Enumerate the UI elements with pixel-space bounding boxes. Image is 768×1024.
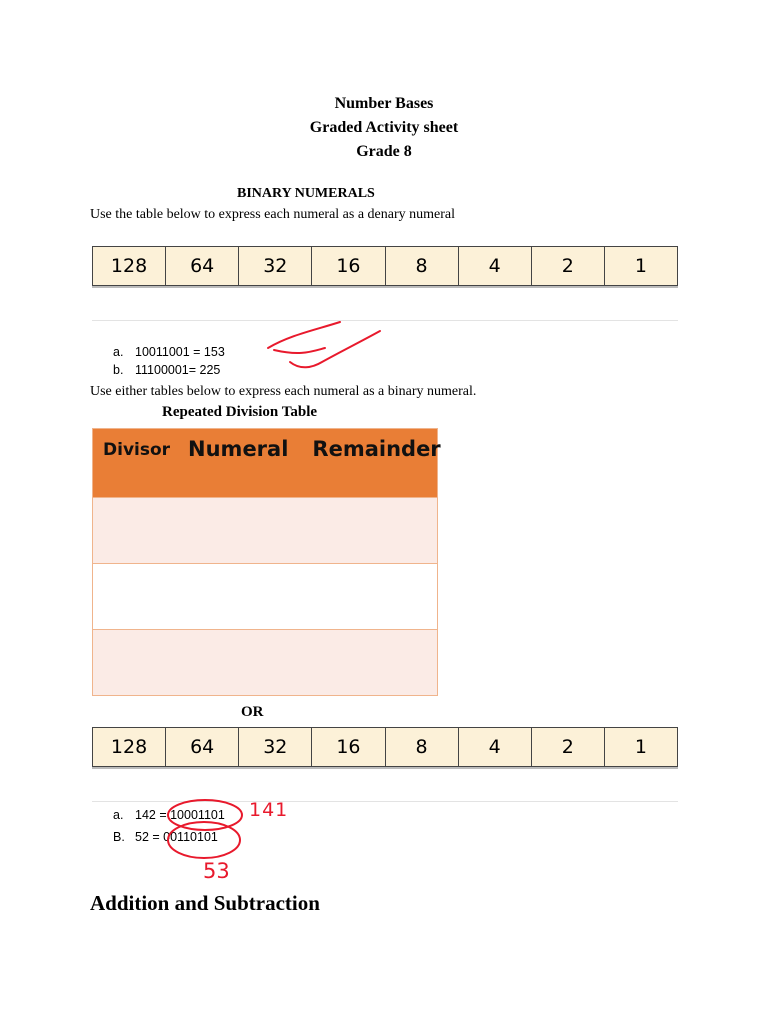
place-value-cell: 1 <box>634 736 647 758</box>
division-table-row <box>93 629 437 695</box>
divider <box>92 320 678 321</box>
instruction-denary: Use the table below to express each numeral as a denary numeral <box>90 207 456 222</box>
correction-note-53: 53 <box>203 859 230 883</box>
place-value-table-1 <box>92 246 678 286</box>
place-value-cell: 128 <box>93 728 166 766</box>
place-value-cell: 1 <box>634 255 647 277</box>
tick-mark-icon <box>274 348 325 353</box>
place-value-cell: 64 <box>166 247 239 285</box>
tick-mark-icon <box>268 322 340 348</box>
division-table-caption: Repeated Division Table <box>162 404 318 420</box>
answer-value: 10001101 <box>170 808 225 822</box>
conversion-item-b <box>113 830 218 844</box>
header-divisor: Divisor <box>103 440 171 460</box>
header-remainder: Remainder <box>312 437 441 461</box>
answer-lhs: 142 = <box>135 808 171 822</box>
place-value-table-2 <box>92 727 678 767</box>
header-numeral: Numeral <box>188 437 289 461</box>
place-value-cell: 16 <box>312 247 385 285</box>
place-value-cell: 16 <box>312 728 385 766</box>
title-line-2: Graded Activity sheet <box>309 119 459 136</box>
place-value-cell: 2 <box>532 247 605 285</box>
title-line-1: Number Bases <box>334 95 434 112</box>
place-value-cell: 8 <box>386 728 459 766</box>
correction-note-141: 141 <box>249 799 289 821</box>
section-heading-binary: BINARY NUMERALS <box>237 186 375 201</box>
instruction-binary: Use either tables below to express each numeral as a binary numeral. <box>90 384 477 399</box>
section-heading-addition: Addition and Subtraction <box>90 891 320 915</box>
conversion-item-a <box>113 808 225 822</box>
place-value-cell: 32 <box>239 247 312 285</box>
place-value-cell: 2 <box>532 728 605 766</box>
division-table-row <box>93 497 437 563</box>
place-value-cell: 4 <box>459 247 532 285</box>
or-label: OR <box>241 704 264 720</box>
place-value-cell: 64 <box>166 728 239 766</box>
list-marker: b. <box>113 363 124 377</box>
divider <box>92 801 678 802</box>
answer-lhs: 52 = <box>135 830 164 844</box>
place-value-cell: 32 <box>239 728 312 766</box>
list-marker: a. <box>113 808 124 822</box>
place-value-cell: 4 <box>459 728 532 766</box>
title-line-3: Grade 8 <box>356 143 412 160</box>
answer-item-a <box>113 345 225 359</box>
answer-item-b <box>113 363 220 377</box>
repeated-division-table <box>92 428 441 696</box>
division-table-row <box>93 563 437 629</box>
list-marker: a. <box>113 345 124 359</box>
tick-mark-icon <box>290 331 380 367</box>
division-table-header <box>93 429 441 497</box>
answer-text: 11100001= 225 <box>135 363 221 377</box>
list-marker: B. <box>113 830 125 844</box>
place-value-cell: 8 <box>386 247 459 285</box>
answer-value: 00110101 <box>163 830 218 844</box>
answer-text: 10011001 = 153 <box>135 345 225 359</box>
place-value-cell: 128 <box>93 247 166 285</box>
